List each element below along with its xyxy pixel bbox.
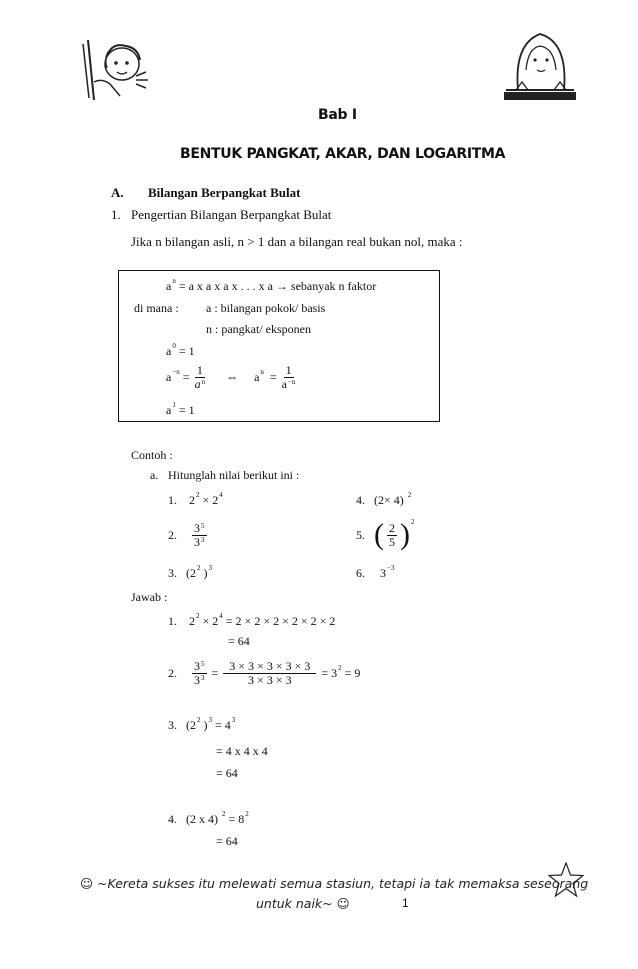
def-line-1: $a^n = a$ x a x a x . . . x a → sebanyak n faktor — [166, 277, 377, 293]
def-line-1-text: = a x a x a x . . . x a → sebanyak n faktor — [178, 279, 377, 293]
equivalence-icon: ⇔ — [226, 370, 239, 384]
contoh-label: Contoh : — [131, 448, 173, 462]
answer-3-result: = 64 — [216, 766, 238, 780]
answer-1-result: = 64 — [228, 634, 250, 648]
star-icon — [548, 862, 584, 898]
def-negative-rule: $a^{-n}$ = $\frac{1}{a^n}$ ⇔ $a^n$ = $\frac{1}{a^{-n}}$ — [166, 363, 296, 391]
answer-2-denominator: 3 × 3 × 3 — [248, 673, 292, 687]
footer-quote-line-1: ☺ ~Kereta sukses itu melewati semua stasiun, tetapi ia tak memaksa seseorang — [80, 876, 589, 891]
one-rule-text: = 1 — [178, 403, 195, 417]
problem-2: 2. $\frac{3^5}{3^3}$ — [168, 521, 205, 549]
chapter-title: BENTUK PANGKAT, AKAR, DAN LOGARITMA — [180, 146, 506, 162]
subsection-number: 1. — [111, 207, 121, 222]
problem-5: 5. ( $\frac{2}{5}$ ) $^2$ — [356, 518, 415, 551]
answer-1-line-1: 1. $2^2 \times 2^4 = 2 \times 2 \times 2 \times 2 \times 2 \times 2$ — [168, 612, 336, 628]
section-letter: A. — [111, 185, 124, 200]
subsection-heading: Pengertian Bilangan Berpangkat Bulat — [131, 207, 332, 222]
answer-3-line-2: = 4 x 4 x 4 — [216, 744, 268, 758]
zero-rule-text: = 1 — [178, 344, 195, 358]
question-a-letter: a. — [150, 468, 159, 482]
chapter-label: Bab I — [318, 107, 357, 123]
answer-4-line-1: 4. (2 x 4) $^2 = 8^2$ — [168, 810, 249, 826]
problem-4: 4. (2× 4) $^2$ — [356, 491, 412, 507]
page-number: 1 — [402, 896, 409, 910]
section-heading: Bilangan Berpangkat Bulat — [148, 185, 301, 200]
def-zero-rule: $a^0 = 1$ — [166, 342, 195, 358]
jawab-label: Jawab : — [131, 590, 168, 604]
answer-2: 2. $\frac{3^5}{3^3}$ = $\frac{3 \times 3 \times 3 \times 3 \times 3}{3 \times 3 \times 3}$ = $3^2 = 9$ — [168, 659, 361, 687]
def-one-rule: $a^1 = 1$ — [166, 401, 195, 417]
problem-1: 1. $2^2 \times 2^4$ — [168, 491, 223, 507]
answer-2-numerator: 3 × 3 × 3 × 3 × 3 — [223, 660, 316, 674]
dimana-label: di mana : — [134, 301, 179, 315]
footer-quote-line-2: untuk naik~ ☺ — [256, 896, 350, 911]
problem-6: 6. $3^{-3}$ — [356, 564, 395, 580]
question-a-text: Hitunglah nilai berikut ini : — [168, 468, 300, 482]
answer-3-line-1: 3. ($2^2$ )$^3 = 4^3$ — [168, 716, 236, 732]
answer-1-expansion: = 2 × 2 × 2 × 2 × 2 × 2 — [225, 614, 336, 628]
def-base-desc: a : bilangan pokok/ basis — [206, 301, 326, 315]
problem-3: 3. ($2^2$ )$^3$ — [168, 564, 212, 580]
answer-2-result: = 9 — [344, 666, 361, 680]
intro-text: Jika n bilangan asli, n > 1 dan a bilangan real bukan nol, maka : — [131, 234, 463, 249]
def-exponent-desc: n : pangkat/ eksponen — [206, 322, 311, 336]
answer-4-result: = 64 — [216, 834, 238, 848]
girl-peeking-illustration — [80, 38, 152, 102]
girl-hijab-illustration — [500, 24, 580, 104]
